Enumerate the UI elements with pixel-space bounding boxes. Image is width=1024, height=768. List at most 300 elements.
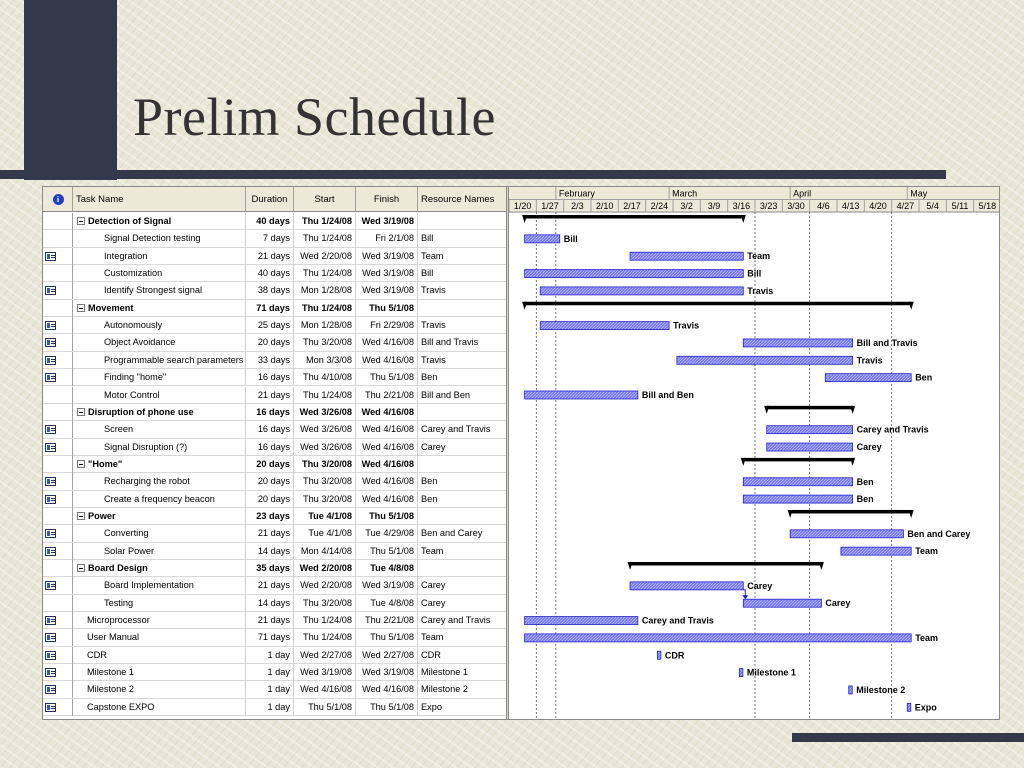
week-label: 4/20 — [869, 201, 887, 211]
task-name-cell[interactable] — [73, 369, 246, 386]
indicator-cell — [43, 387, 73, 404]
resource-names-cell[interactable] — [418, 213, 506, 230]
task-name-text: Board Design — [88, 563, 148, 573]
collapse-toggle-icon[interactable] — [77, 564, 85, 572]
summary-bar[interactable] — [630, 562, 821, 566]
task-name-text: Detection of Signal — [88, 216, 172, 226]
task-bar[interactable] — [743, 495, 852, 503]
task-bar[interactable] — [849, 686, 853, 694]
finish-cell[interactable]: Thu 5/1/08 — [356, 629, 418, 646]
task-bar[interactable] — [540, 287, 743, 295]
resource-names-cell[interactable]: Travis — [421, 354, 446, 365]
task-name-cell[interactable] — [73, 560, 246, 577]
task-row[interactable] — [43, 525, 506, 542]
resource-names-cell[interactable] — [418, 560, 506, 577]
task-name-text: Milestone 2 — [87, 684, 134, 695]
indicator-cell — [43, 230, 73, 247]
indicator-cell — [43, 334, 73, 351]
resource-label: Carey and Travis — [641, 615, 714, 626]
task-row[interactable] — [43, 543, 506, 560]
duration-cell[interactable]: 1 day — [246, 664, 294, 681]
indicator-cell — [43, 491, 73, 508]
start-cell[interactable]: Thu 4/10/08 — [294, 369, 356, 386]
summary-bar[interactable] — [525, 215, 744, 219]
resource-names-cell[interactable]: Team — [421, 632, 444, 643]
resource-label: Carey — [747, 580, 773, 591]
summary-task-row[interactable] — [43, 404, 506, 421]
summary-bar[interactable] — [767, 406, 853, 410]
resource-names-cell[interactable]: Ben and Carey — [421, 528, 483, 539]
task-name-cell[interactable] — [73, 525, 246, 542]
task-name-cell[interactable] — [73, 491, 246, 508]
task-row[interactable] — [43, 664, 506, 681]
task-name-text: Disruption of phone use — [88, 406, 194, 417]
summary-task-row[interactable] — [43, 560, 506, 577]
duration-column-header[interactable]: Duration — [246, 187, 294, 212]
task-name-text: Programmable search parameters — [104, 354, 244, 365]
task-bar[interactable] — [525, 391, 638, 399]
finish-cell[interactable]: Wed 3/19/08 — [356, 248, 418, 265]
task-notes-icon[interactable] — [45, 252, 56, 261]
resource-names-cell[interactable]: Travis — [421, 320, 446, 331]
task-name-cell[interactable] — [73, 456, 246, 473]
task-notes-icon[interactable] — [45, 668, 56, 677]
resource-label: Bill and Ben — [641, 390, 694, 400]
task-name-text: Power — [88, 510, 116, 521]
week-label: 3/9 — [707, 201, 721, 211]
task-bar[interactable] — [825, 374, 911, 382]
task-notes-icon[interactable] — [45, 286, 56, 295]
start-cell[interactable]: Thu 3/20/08 — [294, 595, 356, 612]
start-cell[interactable]: Thu 3/20/08 — [294, 473, 356, 490]
task-bar[interactable] — [767, 443, 853, 451]
resource-names-cell[interactable]: Travis — [421, 285, 446, 296]
summary-start-marker — [764, 406, 769, 414]
resource-names-cell[interactable]: Bill and Travis — [421, 337, 479, 348]
task-notes-icon[interactable] — [45, 477, 56, 486]
task-bar[interactable] — [540, 322, 669, 330]
collapse-toggle-icon[interactable] — [77, 512, 85, 520]
summary-end-marker — [850, 458, 855, 466]
start-cell[interactable]: Thu 1/24/08 — [294, 612, 356, 629]
indicator-cell — [43, 317, 73, 334]
finish-cell[interactable]: Thu 5/1/08 — [356, 508, 418, 525]
week-label: 1/27 — [541, 201, 559, 211]
resource-names-cell[interactable] — [418, 508, 506, 525]
task-notes-icon[interactable] — [45, 651, 56, 660]
month-label: April — [793, 188, 812, 199]
resource-label: Carey — [825, 598, 851, 609]
resource-names-cell[interactable]: Milestone 1 — [421, 667, 468, 678]
resource-label: Bill and Travis — [856, 337, 918, 348]
task-name-cell[interactable] — [73, 612, 246, 629]
duration-cell[interactable]: 20 days — [246, 491, 294, 508]
start-cell[interactable]: Wed 3/26/08 — [294, 421, 356, 438]
start-cell[interactable]: Mon 4/14/08 — [294, 543, 356, 560]
task-bar[interactable] — [630, 582, 743, 590]
duration-cell[interactable]: 1 day — [246, 681, 294, 698]
duration-cell[interactable]: 1 day — [246, 647, 294, 664]
duration-cell[interactable]: 14 days — [246, 543, 294, 560]
finish-cell[interactable]: Wed 4/16/08 — [356, 352, 418, 369]
task-row[interactable] — [43, 629, 506, 646]
resource-label: Bill — [563, 233, 578, 244]
summary-task-row[interactable] — [43, 456, 506, 473]
duration-cell[interactable]: 21 days — [246, 248, 294, 265]
task-row[interactable] — [43, 230, 506, 247]
task-row[interactable] — [43, 681, 506, 698]
indicator-cell — [43, 664, 73, 681]
task-bar[interactable] — [743, 478, 852, 486]
summary-task-row[interactable] — [43, 300, 506, 317]
start-cell[interactable]: Thu 3/20/08 — [294, 334, 356, 351]
task-notes-icon[interactable] — [45, 616, 56, 625]
task-name-text: CDR — [87, 649, 107, 660]
finish-cell[interactable]: Thu 2/21/08 — [356, 387, 418, 404]
resource-label: Team — [915, 546, 939, 557]
start-cell[interactable]: Thu 3/20/08 — [294, 491, 356, 508]
task-row[interactable] — [43, 612, 506, 629]
week-label: 4/13 — [841, 201, 860, 211]
resource-names-cell[interactable] — [418, 404, 506, 421]
resource-label: Carey — [856, 442, 882, 453]
finish-cell[interactable]: Wed 4/16/08 — [356, 491, 418, 508]
task-name-cell[interactable] — [73, 664, 246, 681]
month-label: May — [910, 188, 928, 199]
start-cell[interactable]: Thu 1/24/08 — [294, 300, 356, 317]
resource-label: Expo — [914, 702, 937, 713]
week-label: 2/10 — [595, 201, 614, 211]
summary-bar[interactable] — [743, 458, 852, 462]
duration-cell[interactable]: 21 days — [246, 387, 294, 404]
task-name-cell[interactable] — [73, 248, 246, 265]
task-notes-icon[interactable] — [45, 338, 56, 347]
finish-cell[interactable]: Tue 4/8/08 — [356, 560, 418, 577]
duration-cell[interactable]: 16 days — [246, 439, 294, 456]
task-name-text: Microprocessor — [87, 615, 150, 626]
task-name-cell[interactable] — [73, 473, 246, 490]
finish-cell[interactable]: Tue 4/8/08 — [356, 595, 418, 612]
indicator-cell — [43, 404, 73, 421]
task-name-cell[interactable] — [73, 230, 246, 247]
summary-bar[interactable] — [525, 302, 912, 306]
task-name-cell[interactable] — [73, 265, 246, 282]
task-bar[interactable] — [525, 235, 560, 243]
task-row[interactable] — [43, 421, 506, 438]
finish-cell[interactable]: Wed 4/16/08 — [356, 334, 418, 351]
grid-header — [43, 187, 506, 212]
finish-cell[interactable]: Wed 4/16/08 — [356, 439, 418, 456]
task-bar[interactable] — [743, 599, 821, 607]
finish-cell[interactable]: Thu 5/1/08 — [356, 300, 418, 317]
start-cell[interactable]: Tue 4/1/08 — [294, 508, 356, 525]
task-notes-icon[interactable] — [45, 581, 56, 590]
resource-names-cell[interactable] — [418, 456, 506, 473]
task-name-cell[interactable] — [73, 699, 246, 716]
week-label: 5/11 — [951, 201, 969, 211]
task-name-cell[interactable] — [73, 300, 246, 317]
task-row[interactable] — [43, 334, 506, 351]
finish-cell[interactable]: Wed 4/16/08 — [356, 421, 418, 438]
resource-names-cell[interactable] — [418, 300, 506, 317]
task-bar[interactable] — [743, 339, 852, 347]
indicator-cell — [43, 439, 73, 456]
duration-cell[interactable]: 20 days — [246, 334, 294, 351]
resource-names-cell[interactable]: Bill — [421, 233, 434, 244]
start-cell[interactable]: Wed 2/20/08 — [294, 560, 356, 577]
finish-cell[interactable]: Wed 3/19/08 — [356, 577, 418, 594]
task-bar[interactable] — [630, 252, 743, 260]
task-notes-icon[interactable] — [45, 373, 56, 382]
task-row[interactable] — [43, 647, 506, 664]
duration-cell[interactable]: 20 days — [246, 473, 294, 490]
task-notes-icon[interactable] — [45, 495, 56, 504]
task-bar[interactable] — [657, 651, 661, 659]
task-notes-icon[interactable] — [45, 529, 56, 538]
summary-task-row[interactable] — [43, 508, 506, 525]
task-name-text: User Manual — [87, 632, 140, 643]
duration-cell[interactable]: 20 days — [246, 456, 294, 473]
resource-names-cell[interactable]: Carey and Travis — [421, 615, 491, 626]
task-row[interactable] — [43, 369, 506, 386]
task-notes-icon[interactable] — [45, 547, 56, 556]
duration-cell[interactable]: 38 days — [246, 282, 294, 299]
task-name-cell[interactable] — [73, 543, 246, 560]
start-cell[interactable]: Thu 5/1/08 — [294, 699, 356, 716]
task-name-cell[interactable] — [73, 387, 246, 404]
week-label: 4/27 — [896, 201, 915, 211]
task-name-cell[interactable] — [73, 577, 246, 594]
start-cell[interactable]: Mon 1/28/08 — [294, 282, 356, 299]
task-name-cell[interactable] — [73, 334, 246, 351]
task-name-cell[interactable] — [73, 352, 246, 369]
collapse-toggle-icon[interactable] — [77, 460, 85, 468]
week-label: 3/30 — [787, 201, 805, 211]
task-bar[interactable] — [739, 669, 743, 677]
finish-cell[interactable]: Fri 2/29/08 — [356, 317, 418, 334]
task-name-cell[interactable] — [73, 282, 246, 299]
resource-names-cell[interactable]: Expo — [421, 701, 442, 712]
task-notes-icon[interactable] — [45, 703, 56, 712]
task-notes-icon[interactable] — [45, 633, 56, 642]
duration-cell[interactable]: 1 day — [246, 699, 294, 716]
task-row[interactable] — [43, 699, 506, 716]
task-row[interactable] — [43, 577, 506, 594]
resource-names-cell[interactable]: Bill and Ben — [421, 389, 471, 400]
finish-cell[interactable]: Wed 4/16/08 — [356, 473, 418, 490]
duration-cell[interactable]: 35 days — [246, 560, 294, 577]
task-name-cell[interactable] — [73, 681, 246, 698]
finish-cell[interactable]: Thu 5/1/08 — [356, 699, 418, 716]
task-name-text: Identify Strongest signal — [104, 285, 203, 296]
resource-names-column-header[interactable]: Resource Names — [421, 194, 495, 205]
start-cell[interactable]: Mon 1/28/08 — [294, 317, 356, 334]
summary-bar[interactable] — [790, 510, 911, 514]
duration-cell[interactable]: 71 days — [246, 300, 294, 317]
indicator-cell — [43, 508, 73, 525]
task-name-cell[interactable] — [73, 508, 246, 525]
resource-names-cell[interactable]: Bill — [421, 268, 434, 279]
finish-cell[interactable]: Wed 4/16/08 — [356, 404, 418, 421]
resource-names-cell[interactable]: Team — [421, 250, 444, 261]
start-cell[interactable]: Wed 2/27/08 — [294, 647, 356, 664]
collapse-toggle-icon[interactable] — [77, 217, 85, 225]
finish-column-header[interactable]: Finish — [356, 187, 418, 212]
task-row[interactable] — [43, 352, 506, 369]
indicator-cell — [43, 681, 73, 698]
task-name-cell[interactable] — [73, 439, 246, 456]
finish-cell[interactable]: Fri 2/1/08 — [356, 230, 418, 247]
indicator-cell — [43, 352, 73, 369]
task-row[interactable] — [43, 317, 506, 334]
finish-cell[interactable]: Wed 3/19/08 — [356, 213, 418, 230]
task-row[interactable] — [43, 248, 506, 265]
duration-cell[interactable]: 16 days — [246, 404, 294, 421]
duration-cell[interactable]: 40 days — [246, 213, 294, 230]
resource-names-cell[interactable]: Milestone 2 — [421, 684, 468, 695]
task-row[interactable] — [43, 265, 506, 282]
task-bar[interactable] — [525, 617, 638, 625]
resource-label: Team — [915, 632, 939, 643]
resource-names-cell[interactable]: Carey — [421, 441, 446, 452]
start-cell[interactable]: Wed 3/26/08 — [294, 439, 356, 456]
task-name-text: Solar Power — [104, 545, 155, 556]
collapse-toggle-icon[interactable] — [77, 408, 85, 416]
finish-cell[interactable]: Wed 4/16/08 — [356, 681, 418, 698]
start-cell[interactable]: Wed 2/20/08 — [294, 577, 356, 594]
task-row[interactable] — [43, 595, 506, 612]
duration-cell[interactable]: 14 days — [246, 595, 294, 612]
task-name-cell[interactable] — [73, 421, 246, 438]
duration-cell[interactable]: 71 days — [246, 629, 294, 646]
resource-names-cell[interactable]: Carey — [421, 580, 446, 591]
indicator-cell — [43, 699, 73, 716]
task-row[interactable] — [43, 439, 506, 456]
finish-cell[interactable]: Wed 3/19/08 — [356, 664, 418, 681]
resource-names-cell[interactable]: Ben — [421, 372, 438, 383]
summary-task-row[interactable] — [43, 213, 506, 230]
info-icon: i — [53, 194, 64, 205]
duration-cell[interactable]: 16 days — [246, 369, 294, 386]
task-notes-icon[interactable] — [45, 685, 56, 694]
resource-names-cell[interactable]: Team — [421, 545, 444, 556]
summary-start-marker — [788, 510, 793, 518]
summary-start-marker — [741, 458, 746, 466]
start-cell[interactable]: Wed 2/20/08 — [294, 248, 356, 265]
indicator-cell — [43, 543, 73, 560]
task-bar[interactable] — [767, 426, 853, 434]
task-name-text: Signal Disruption (?) — [104, 441, 188, 452]
indicators-column-header[interactable] — [43, 187, 73, 212]
task-bar[interactable] — [907, 703, 911, 711]
task-bar[interactable] — [525, 270, 744, 278]
task-name-text: Movement — [88, 302, 134, 313]
start-cell[interactable]: Thu 3/20/08 — [294, 456, 356, 473]
finish-cell[interactable]: Wed 3/19/08 — [356, 282, 418, 299]
start-cell[interactable]: Thu 1/24/08 — [294, 213, 356, 230]
collapse-toggle-icon[interactable] — [77, 304, 85, 312]
task-row[interactable] — [43, 387, 506, 404]
start-cell[interactable]: Thu 1/24/08 — [294, 387, 356, 404]
duration-cell[interactable]: 21 days — [246, 577, 294, 594]
task-bar[interactable] — [841, 547, 911, 555]
task-notes-icon[interactable] — [45, 443, 56, 452]
start-cell[interactable]: Thu 1/24/08 — [294, 265, 356, 282]
task-row[interactable] — [43, 491, 506, 508]
duration-cell[interactable]: 7 days — [246, 230, 294, 247]
finish-cell[interactable]: Wed 4/16/08 — [356, 456, 418, 473]
task-bar[interactable] — [677, 356, 853, 364]
task-name-text: Milestone 1 — [87, 667, 134, 678]
task-bar[interactable] — [525, 634, 912, 642]
duration-cell[interactable]: 40 days — [246, 265, 294, 282]
task-name-column-header[interactable]: Task Name — [73, 187, 246, 212]
resource-names-cell[interactable]: Carey — [421, 597, 446, 608]
duration-cell[interactable]: 21 days — [246, 612, 294, 629]
task-name-cell[interactable] — [73, 595, 246, 612]
resource-label: Milestone 1 — [746, 667, 796, 678]
task-name-cell[interactable] — [73, 629, 246, 646]
start-cell[interactable]: Thu 1/24/08 — [294, 230, 356, 247]
task-notes-icon[interactable] — [45, 321, 56, 330]
task-row[interactable] — [43, 282, 506, 299]
resource-names-cell[interactable]: CDR — [421, 649, 441, 660]
indicator-cell — [43, 213, 73, 230]
resource-names-cell[interactable]: Ben — [421, 476, 438, 487]
week-label: 1/20 — [513, 201, 532, 211]
finish-cell[interactable]: Wed 2/27/08 — [356, 647, 418, 664]
task-name-cell[interactable] — [73, 317, 246, 334]
start-cell[interactable]: Thu 1/24/08 — [294, 629, 356, 646]
task-notes-icon[interactable] — [45, 425, 56, 434]
summary-start-marker — [522, 302, 527, 310]
finish-cell[interactable]: Thu 5/1/08 — [356, 369, 418, 386]
task-notes-icon[interactable] — [45, 356, 56, 365]
finish-cell[interactable]: Wed 3/19/08 — [356, 265, 418, 282]
finish-cell[interactable]: Thu 5/1/08 — [356, 543, 418, 560]
resource-names-cell[interactable]: Ben — [421, 493, 438, 504]
duration-cell[interactable]: 21 days — [246, 525, 294, 542]
task-grid — [43, 187, 506, 720]
duration-cell[interactable]: 33 days — [246, 352, 294, 369]
start-cell[interactable]: Mon 3/3/08 — [294, 352, 356, 369]
task-bar[interactable] — [790, 530, 903, 538]
resource-label: Ben — [856, 476, 874, 487]
task-name-text: Signal Detection testing — [104, 233, 201, 244]
finish-cell[interactable]: Tue 4/29/08 — [356, 525, 418, 542]
task-row[interactable] — [43, 473, 506, 490]
indicator-cell — [43, 577, 73, 594]
start-cell[interactable]: Wed 4/16/08 — [294, 681, 356, 698]
week-label: 2/3 — [571, 201, 584, 211]
start-cell[interactable]: Wed 3/26/08 — [294, 404, 356, 421]
slide-title: Prelim Schedule — [133, 87, 496, 147]
task-name-cell[interactable] — [73, 647, 246, 664]
finish-cell[interactable]: Thu 2/21/08 — [356, 612, 418, 629]
resource-label: Bill — [747, 268, 762, 279]
duration-cell[interactable]: 16 days — [246, 421, 294, 438]
resource-names-cell[interactable]: Carey and Travis — [421, 424, 491, 435]
start-cell[interactable]: Wed 3/19/08 — [294, 664, 356, 681]
duration-cell[interactable]: 23 days — [246, 508, 294, 525]
start-cell[interactable]: Tue 4/1/08 — [294, 525, 356, 542]
slide-rule-top — [0, 170, 946, 179]
task-name-cell[interactable] — [73, 404, 246, 421]
indicator-cell — [43, 612, 73, 629]
duration-cell[interactable]: 25 days — [246, 317, 294, 334]
task-name-cell[interactable] — [73, 213, 246, 230]
start-column-header[interactable]: Start — [294, 187, 356, 212]
